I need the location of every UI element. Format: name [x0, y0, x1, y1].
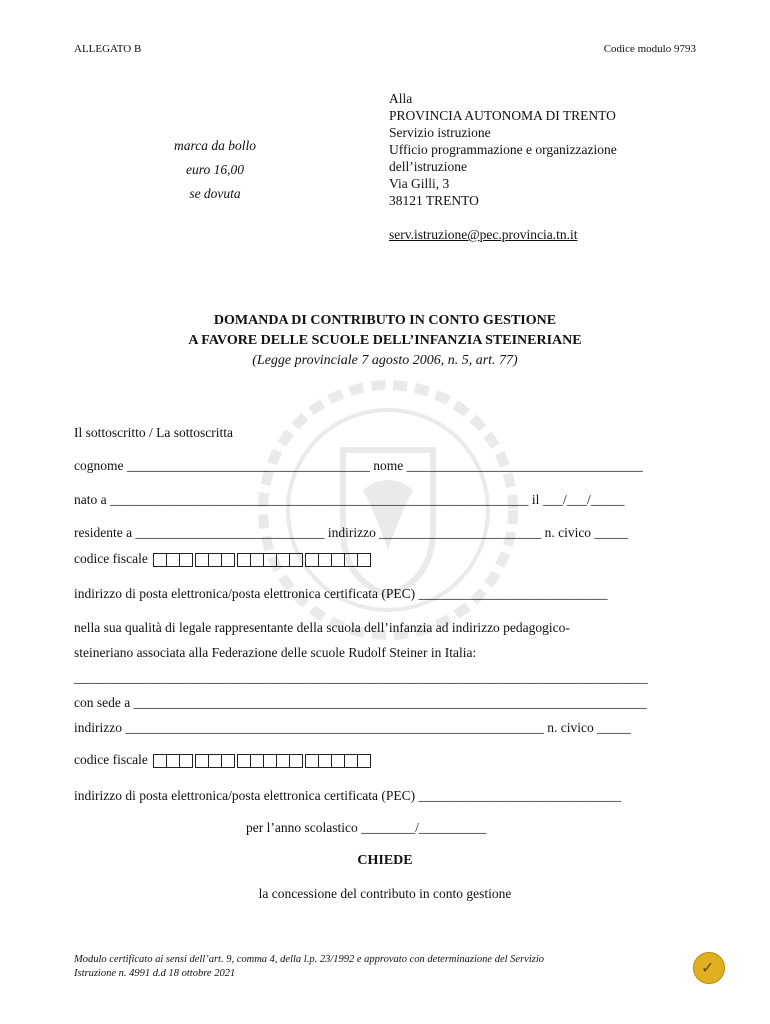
- sottoscritto-label: Il sottoscritto / La sottoscritta: [74, 425, 233, 440]
- document-title: DOMANDA DI CONTRIBUTO IN CONTO GESTIONE: [213, 313, 557, 328]
- allegato-label: ALLEGATO B: [74, 43, 142, 55]
- scuola-name-field[interactable]: _____________________________________________________________________________________: [74, 670, 648, 685]
- chiede-heading: CHIEDE: [357, 853, 413, 868]
- recipient-address: [389, 90, 617, 209]
- bollo-line: euro 16,00: [186, 162, 244, 177]
- nascita-field[interactable]: nato a ______________________________________________________________ il ___/___/_____: [74, 492, 625, 507]
- address-line: 38121 TRENTO: [389, 193, 479, 208]
- address-line: Servizio istruzione: [389, 125, 491, 140]
- footer-note: [74, 953, 544, 981]
- codice-fiscale-row: [74, 551, 373, 567]
- bollo-line: marca da bollo: [174, 138, 256, 153]
- document-subtitle: A FAVORE DELLE SCUOLE DELL’INFANZIA STEINERIANE: [188, 333, 582, 348]
- footer-line: Modulo certificato ai sensi dell’art. 9, comma 4, della l.p. 23/1992 e approvato con determinazione del Servizio: [74, 954, 544, 965]
- address-line: Ufficio programmazione e organizzazione: [389, 142, 617, 157]
- law-reference: (Legge provinciale 7 agosto 2006, n. 5, art. 77): [252, 353, 518, 368]
- codice-fiscale-boxes[interactable]: [153, 754, 373, 768]
- address-line: dell’istruzione: [389, 159, 467, 174]
- codice-fiscale-boxes[interactable]: [153, 553, 373, 567]
- bollo-line: se dovuta: [189, 186, 241, 201]
- qualita-text-1: nella sua qualità di legale rappresentante della scuola dell’infanzia ad indirizzo pedagogico-: [74, 620, 570, 635]
- qualita-text-2: steineriano associata alla Federazione delle scuole Rudolf Steiner in Italia:: [74, 645, 477, 660]
- anno-scolastico-field[interactable]: per l’anno scolastico ________/__________: [246, 820, 487, 835]
- indirizzo-field[interactable]: indirizzo ______________________________________________________________ n. civico _____: [74, 720, 631, 735]
- codice-modulo: Codice modulo 9793: [603, 43, 696, 55]
- codice-fiscale-label: codice fiscale: [74, 551, 148, 566]
- pec-email-link[interactable]: serv.istruzione@pec.provincia.tn.it: [389, 227, 578, 242]
- pec-field-2[interactable]: indirizzo di posta elettronica/posta elettronica certificata (PEC) ______________________________: [74, 788, 621, 803]
- address-line: Via Gilli, 3: [389, 176, 450, 191]
- footer-line: Istruzione n. 4991 d.d 18 ottobre 2021: [74, 968, 236, 979]
- pec-field[interactable]: indirizzo di posta elettronica/posta elettronica certificata (PEC) ____________________________: [74, 586, 608, 601]
- codice-fiscale-row-2: [74, 752, 373, 768]
- certification-seal-icon: ✓: [693, 952, 725, 984]
- residenza-field[interactable]: residente a ____________________________ indirizzo ________________________ n. civico _____: [74, 525, 629, 540]
- address-line: PROVINCIA AUTONOMA DI TRENTO: [389, 108, 616, 123]
- cognome-nome-field[interactable]: cognome ____________________________________ nome ___________________________________: [74, 458, 643, 473]
- concessione-text: la concessione del contributo in conto gestione: [258, 886, 512, 901]
- marca-da-bollo: [145, 134, 285, 206]
- address-line: Alla: [389, 91, 413, 106]
- codice-fiscale-label: codice fiscale: [74, 752, 148, 767]
- sede-field[interactable]: con sede a ____________________________________________________________________________: [74, 695, 647, 710]
